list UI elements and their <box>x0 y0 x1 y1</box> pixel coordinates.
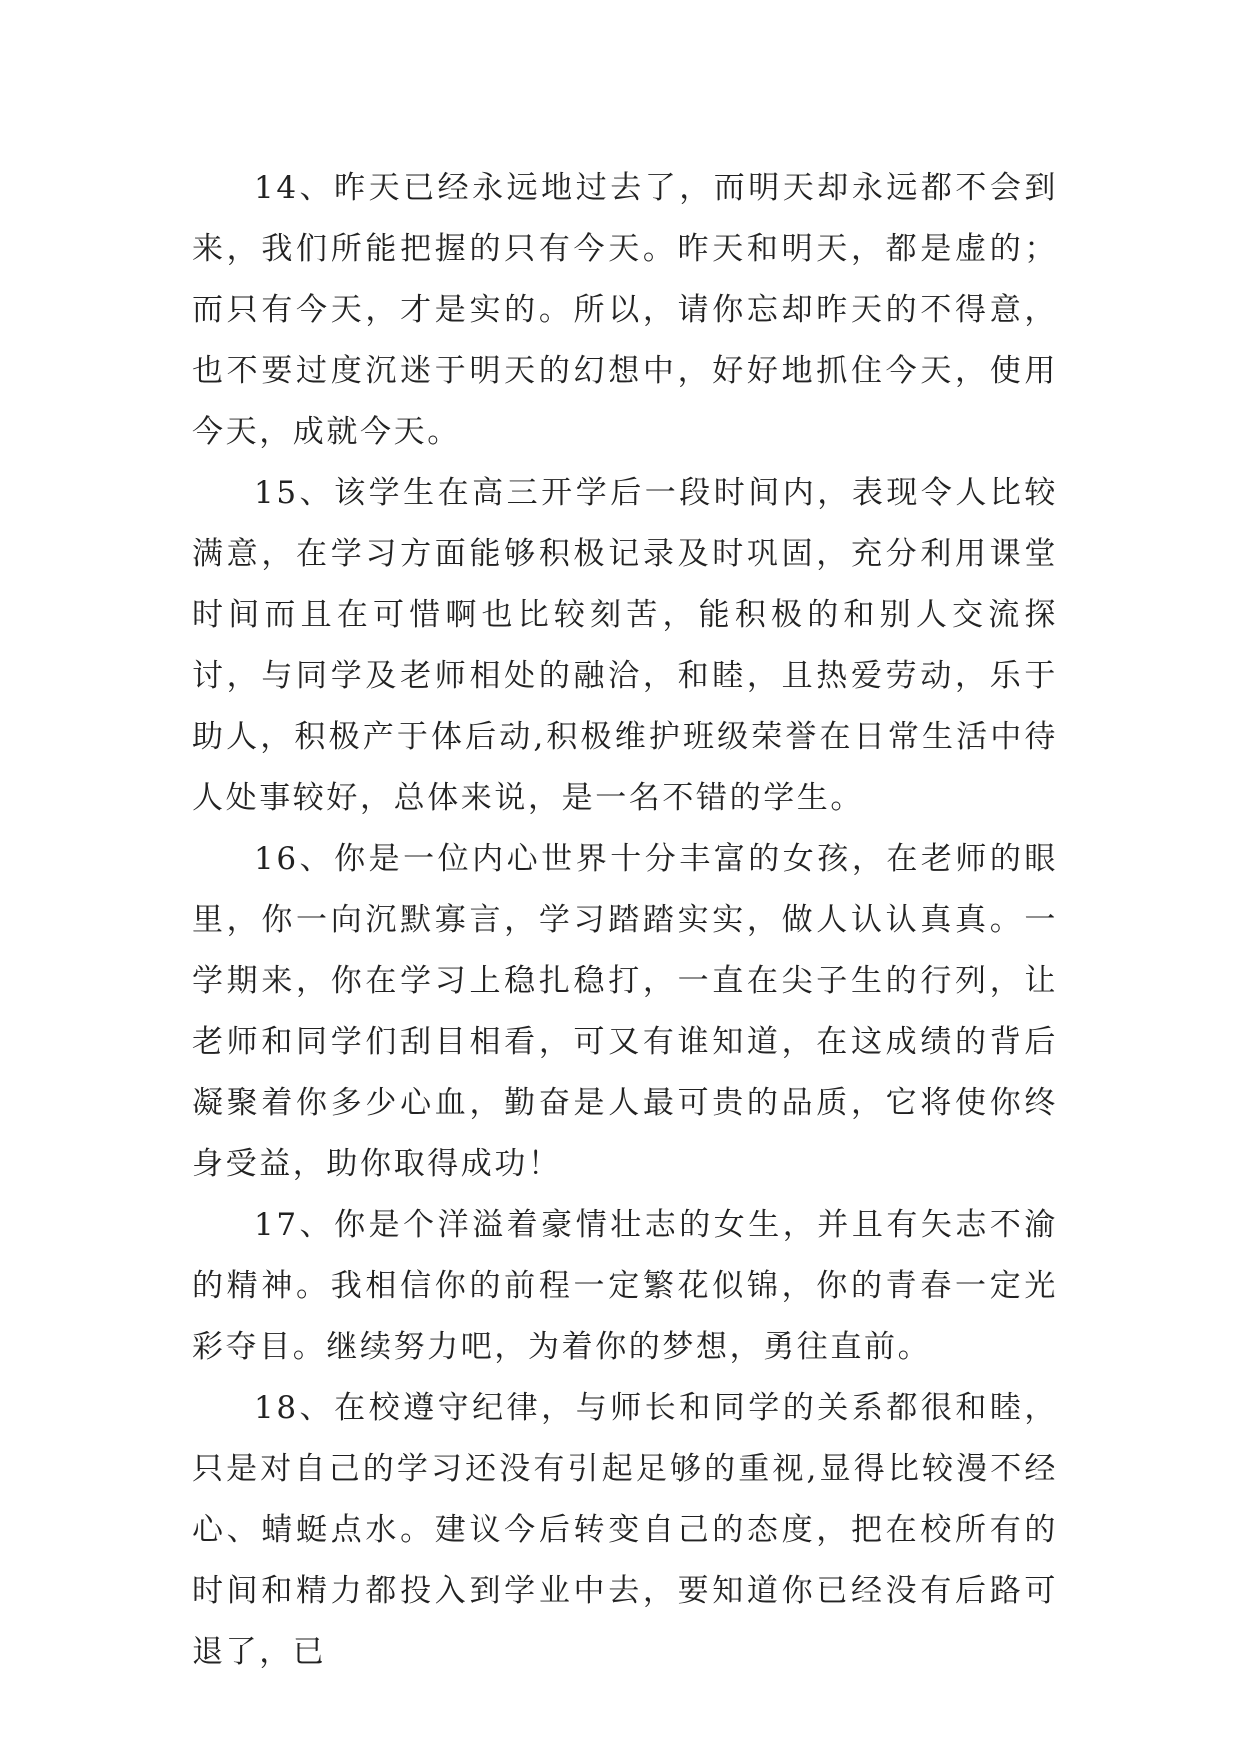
paragraph-15: 15、该学生在高三开学后一段时间内，表现令人比较满意，在学习方面能够积极记录及时巩固，充分利用课堂时间而且在可惜啊也比较刻苦，能积极的和别人交流探讨，与同学及老师相处的融洽，和睦，且热爱劳动，乐于助人，积极产于体后动,积极维护班级荣誉在日常生活中待人处事较好，总体来说，是一名不错的学生。 <box>192 475 1058 816</box>
paragraph-17: 17、你是个洋溢着豪情壮志的女生，并且有矢志不渝的精神。我相信你的前程一定繁花似锦，你的青春一定光彩夺目。继续努力吧，为着你的梦想，勇往直前。 <box>192 1207 1058 1365</box>
document-body <box>192 158 1058 1683</box>
paragraph-16: 16、你是一位内心世界十分丰富的女孩，在老师的眼里，你一向沉默寡言，学习踏踏实实，做人认认真真。一学期来，你在学习上稳扎稳打，一直在尖子生的行列，让老师和同学们刮目相看，可又有谁知道，在这成绩的背后凝聚着你多少心血，勤奋是人最可贵的品质，它将使你终身受益，助你取得成功！ <box>192 841 1058 1182</box>
paragraph-18: 18、在校遵守纪律，与师长和同学的关系都很和睦，只是对自己的学习还没有引起足够的重视,显得比较漫不经心、蜻蜓点水。建议今后转变自己的态度，把在校所有的时间和精力都投入到学业中去，要知道你已经没有后路可退了，已 <box>192 1390 1058 1670</box>
paragraph-14: 14、昨天已经永远地过去了，而明天却永远都不会到来，我们所能把握的只有今天。昨天和明天，都是虚的；而只有今天，才是实的。所以，请你忘却昨天的不得意，也不要过度沉迷于明天的幻想中，好好地抓住今天，使用今天，成就今天。 <box>192 170 1058 450</box>
